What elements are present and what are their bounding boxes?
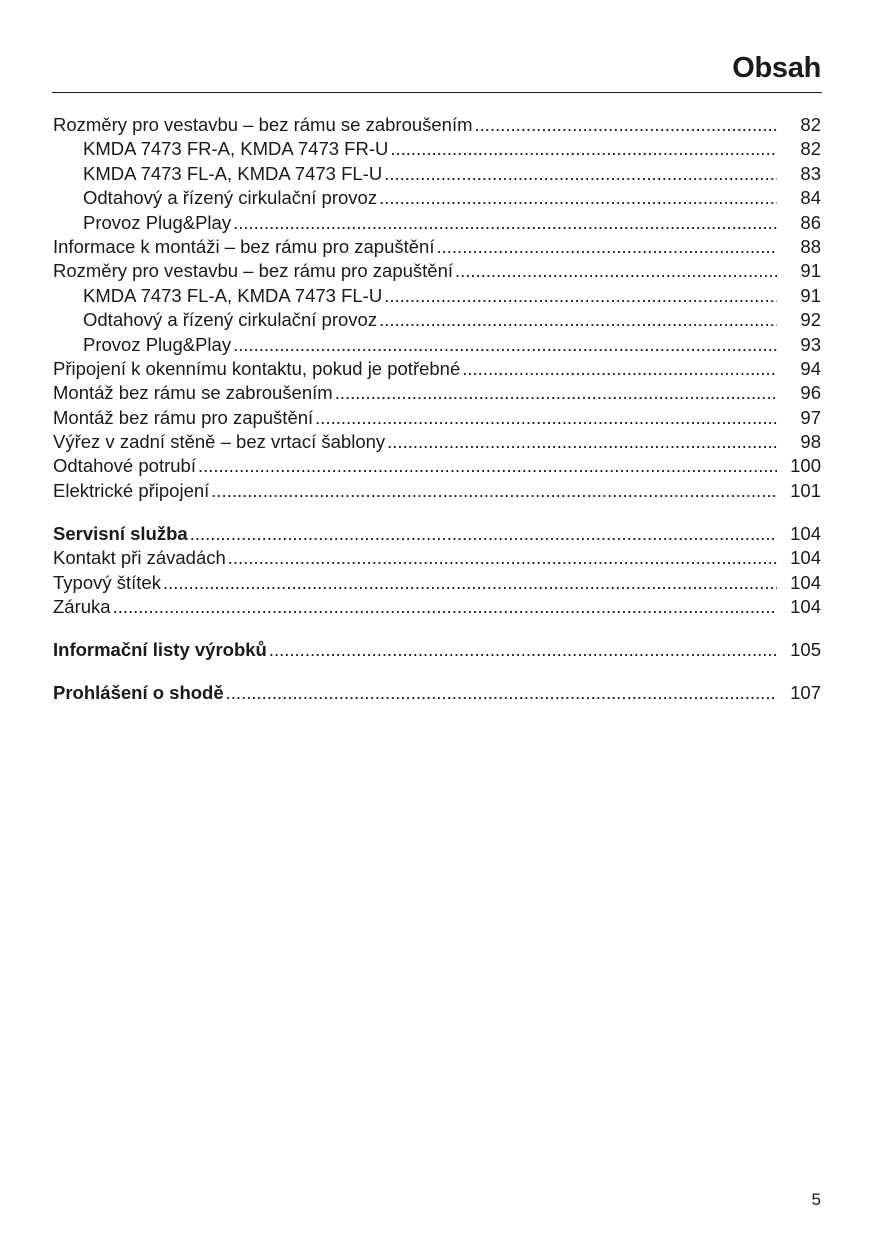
toc-section-entry[interactable]: [53, 638, 821, 662]
toc-entry-page: 84: [800, 187, 821, 209]
toc-entry[interactable]: [53, 284, 821, 308]
toc-entry[interactable]: [53, 357, 821, 381]
toc-entry-label: Informační listy výrobků: [53, 638, 267, 660]
toc-leader-dots: [113, 595, 777, 619]
title-divider: [52, 92, 822, 93]
toc-leader-dots: [455, 259, 777, 283]
toc-entry-page: 88: [800, 235, 821, 257]
toc-entry-page: 83: [800, 162, 821, 184]
toc-entry-page: 94: [800, 357, 821, 379]
toc-entry-page: 82: [800, 138, 821, 160]
toc-entry-page: 101: [790, 479, 821, 501]
toc-leader-dots: [379, 308, 777, 332]
toc-entry-label: Provoz Plug&Play: [83, 333, 232, 355]
toc-entry-label: Připojení k okennímu kontaktu, pokud je potřebné: [53, 357, 461, 379]
toc-leader-dots: [462, 357, 777, 381]
toc-entry-page: 91: [800, 260, 821, 282]
table-of-contents: [53, 113, 821, 705]
toc-entry[interactable]: [53, 333, 821, 357]
toc-section-entry[interactable]: [53, 522, 821, 546]
toc-entry-label: Montáž bez rámu pro zapuštění: [53, 406, 314, 428]
toc-entry-page: 93: [800, 333, 821, 355]
toc-entry-label: Elektrické připojení: [53, 479, 210, 501]
toc-entry-page: 104: [790, 595, 821, 617]
toc-leader-dots: [163, 571, 777, 595]
toc-entry-page: 86: [800, 211, 821, 233]
toc-entry-label: Rozměry pro vestavbu – bez rámu pro zapuštění: [53, 260, 453, 282]
toc-entry-label: KMDA 7473 FL-A, KMDA 7473 FL-U: [83, 284, 383, 306]
toc-entry-label: Provoz Plug&Play: [83, 211, 232, 233]
toc-entry-page: 98: [800, 431, 821, 453]
toc-entry-label: Výřez v zadní stěně – bez vrtací šablony: [53, 431, 386, 453]
toc-entry-label: KMDA 7473 FR-A, KMDA 7473 FR-U: [83, 138, 389, 160]
toc-entry[interactable]: [53, 479, 821, 503]
toc-entry-label: Prohlášení o shodě: [53, 681, 224, 703]
toc-entry[interactable]: [53, 571, 821, 595]
toc-leader-dots: [379, 186, 777, 210]
toc-entry[interactable]: [53, 308, 821, 332]
toc-entry[interactable]: [53, 406, 821, 430]
toc-entry-label: Montáž bez rámu se zabroušením: [53, 382, 333, 404]
toc-entry-label: KMDA 7473 FL-A, KMDA 7473 FL-U: [83, 162, 383, 184]
toc-entry[interactable]: [53, 546, 821, 570]
toc-entry[interactable]: [53, 162, 821, 186]
toc-entry-page: 97: [800, 406, 821, 428]
toc-entry[interactable]: [53, 211, 821, 235]
toc-entry-page: 104: [790, 522, 821, 544]
toc-entry[interactable]: [53, 259, 821, 283]
toc-entry[interactable]: [53, 430, 821, 454]
toc-entry[interactable]: [53, 113, 821, 137]
page-number: 5: [811, 1190, 821, 1209]
toc-entry-label: Záruka: [53, 595, 111, 617]
toc-entry[interactable]: [53, 454, 821, 478]
toc-entry-label: Informace k montáži – bez rámu pro zapuštění: [53, 235, 435, 257]
toc-entry-label: Servisní služba: [53, 522, 188, 544]
toc-entry[interactable]: [53, 186, 821, 210]
toc-entry-page: 82: [800, 114, 821, 135]
toc-entry-label: Kontakt při závadách: [53, 547, 226, 569]
toc-entry-page: 104: [790, 571, 821, 593]
toc-entry-label: Odtahový a řízený cirkulační provoz: [83, 309, 378, 331]
toc-leader-dots: [384, 162, 777, 186]
toc-entry-page: 91: [800, 284, 821, 306]
toc-entry-label: Odtahový a řízený cirkulační provoz: [83, 187, 378, 209]
toc-leader-dots: [437, 235, 778, 259]
toc-leader-dots: [211, 479, 777, 503]
toc-leader-dots: [335, 381, 777, 405]
toc-entry-page: 92: [800, 309, 821, 331]
toc-entry[interactable]: [53, 595, 821, 619]
toc-entry-page: 96: [800, 382, 821, 404]
toc-leader-dots: [269, 638, 777, 662]
toc-entry-page: 105: [790, 638, 821, 660]
toc-entry-label: Odtahové potrubí: [53, 455, 196, 477]
toc-leader-dots: [226, 681, 777, 705]
toc-entry-label: Typový štítek: [53, 571, 161, 593]
toc-entry-label: Rozměry pro vestavbu – bez rámu se zabroušením: [53, 114, 473, 135]
toc-leader-dots: [190, 522, 777, 546]
toc-leader-dots: [387, 430, 777, 454]
page-title: Obsah: [732, 52, 821, 84]
toc-entry-page: 104: [790, 547, 821, 569]
toc-leader-dots: [233, 211, 777, 235]
toc-leader-dots: [198, 454, 777, 478]
toc-leader-dots: [228, 546, 777, 570]
toc-entry-page: 100: [790, 455, 821, 477]
toc-entry-page: 107: [790, 681, 821, 703]
toc-section-entry[interactable]: [53, 681, 821, 705]
toc-leader-dots: [390, 137, 777, 161]
toc-entry[interactable]: [53, 381, 821, 405]
toc-entry[interactable]: [53, 235, 821, 259]
toc-entry[interactable]: [53, 137, 821, 161]
toc-leader-dots: [233, 333, 777, 357]
toc-leader-dots: [315, 406, 777, 430]
toc-leader-dots: [384, 284, 777, 308]
toc-leader-dots: [475, 113, 777, 137]
